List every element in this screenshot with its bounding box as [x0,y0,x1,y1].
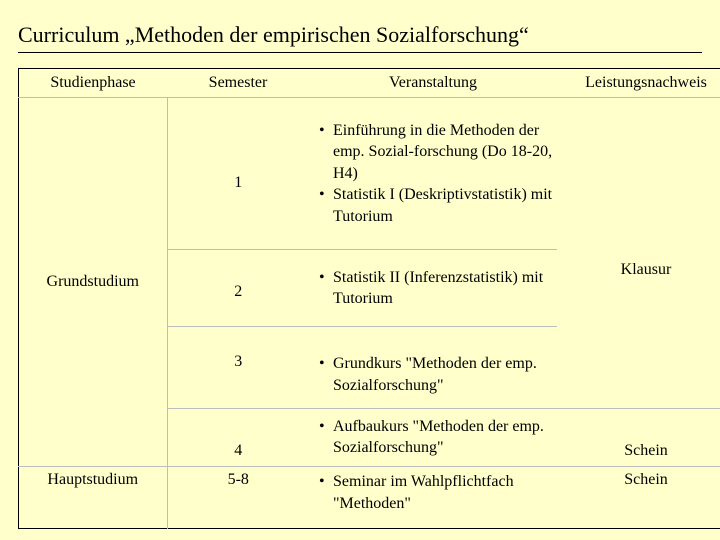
veranstaltung-cell [309,327,557,408]
leistungsnachweis-cell: Schein [557,467,720,529]
veranstaltung-cell [309,408,557,466]
semester-cell: 3 [167,327,309,408]
semester-cell: 4 [167,408,309,466]
phase-grundstudium: Grundstudium [19,98,168,467]
header-studienphase: Studienphase [50,74,136,91]
list-item: • Seminar im Wahlpflichtfach "Methoden" [333,471,553,514]
table-header-row [19,69,720,98]
veranstaltung-cell [309,98,557,250]
veranstaltung-cell [309,250,557,327]
list-item: • Statistik I (Deskriptivstatistik) mit Tutorium [333,184,553,227]
curriculum-table [18,68,720,529]
list-item: • Grundkurs "Methoden der emp. Sozialforschung" [333,353,553,396]
title-underline [18,52,702,53]
list-item: • Einführung in die Methoden der emp. Sozial-forschung (Do 18-20, H4) [333,120,553,185]
table-row [19,467,720,529]
leistungsnachweis-cell: Klausur [557,98,720,409]
leistungsnachweis-cell: Schein [557,408,720,466]
header-veranstaltung: Veranstaltung [389,74,477,91]
list-item: • Statistik II (Inferenzstatistik) mit Tutorium [333,267,553,310]
list-item: • Aufbaukurs "Methoden der emp. Sozialforschung" [333,416,553,459]
table-row [19,98,720,250]
veranstaltung-cell [309,467,557,529]
header-semester: Semester [208,74,268,91]
page-title: Curriculum „Methoden der empirischen Sozialforschung“ [18,22,529,47]
semester-cell: 2 [167,250,309,327]
phase-hauptstudium: Hauptstudium [19,467,168,529]
semester-cell: 1 [167,98,309,250]
header-leistungsnachweis: Leistungsnachweis [585,74,707,91]
semester-cell: 5-8 [167,467,309,529]
